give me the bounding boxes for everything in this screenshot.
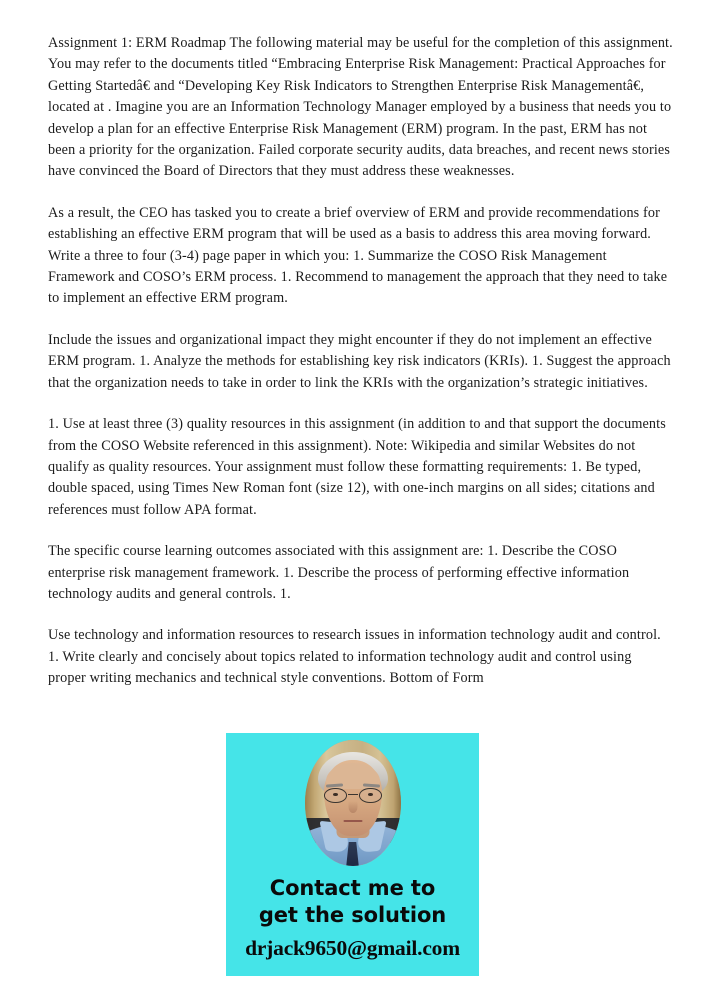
paragraph: Assignment 1: ERM Roadmap The following material may be useful for the completion of this assignment. You may refer to the documents titled “Embracing Enterprise Risk Management: Practical Approaches for Getting Startedâ€ and “Developing Key Risk Indicators to Strengthen Enterprise Risk Managementâ€, located at . Imagine you are an Information Technology Manager employed by a business that needs you to develop a plan for an effective Enterprise Risk Management (ERM) program. In the past, ERM has not been a priority for the organization. Failed corporate security audits, data breaches, and recent news stories have convinced the Board of Directors that they must address these weaknesses.: [48, 35, 676, 180]
paragraph: 1. Use at least three (3) quality resources in this assignment (in addition to and that support the documents from the COSO Website referenced in this assignment). Note: Wikipedia and similar Websites do not qualify as quality resources. Your assignment must follow these formatting requirements: 1. Be typed, double spaced, using Times New Roman font (size 12), with one-inch margins on all sides; citations and references must follow APA format.: [48, 416, 670, 518]
portrait-photo: [305, 740, 401, 866]
portrait-eye-right: [368, 793, 373, 796]
document-body: [48, 33, 676, 690]
paragraph: Use technology and information resources to research issues in information technology audit and control. 1. Write clearly and concisely about topics related to information technology audit and control using proper writing mechanics and technical style conventions. Bottom of Form: [48, 627, 665, 687]
paragraph: Include the issues and organizational impact they might encounter if they do not implement an effective ERM program. 1. Analyze the methods for establishing key risk indicators (KRIs). 1. Suggest the approach that the organization needs to take in order to link the KRIs with the organization’s strategic initiatives.: [48, 331, 675, 391]
portrait-nose: [348, 801, 357, 813]
paragraph: As a result, the CEO has tasked you to create a brief overview of ERM and provide recommendations for establishing an effective ERM program that will be used as a basis to address this area moving forward. Write a three to four (3-4) page paper in which you: 1. Summarize the COSO Risk Management Framework and COSO’s ERM process. 1. Recommend to management the approach that they need to take to implement an effective ERM program.: [48, 204, 671, 307]
portrait-glasses-bridge: [348, 794, 358, 795]
contact-email[interactable]: drjack9650@gmail.com: [245, 936, 460, 960]
contact-overlay-card: [226, 733, 479, 976]
contact-headline: [226, 875, 479, 929]
contact-headline-line-2: get the solution: [258, 903, 447, 927]
contact-headline-line-1: Contact me to: [269, 876, 436, 900]
paragraph: The specific course learning outcomes associated with this assignment are: 1. Describe the COSO enterprise risk management framework. 1. Describe the process of performing effective information technology audits and general controls. 1.: [48, 543, 633, 602]
portrait-eye-left: [333, 793, 338, 796]
